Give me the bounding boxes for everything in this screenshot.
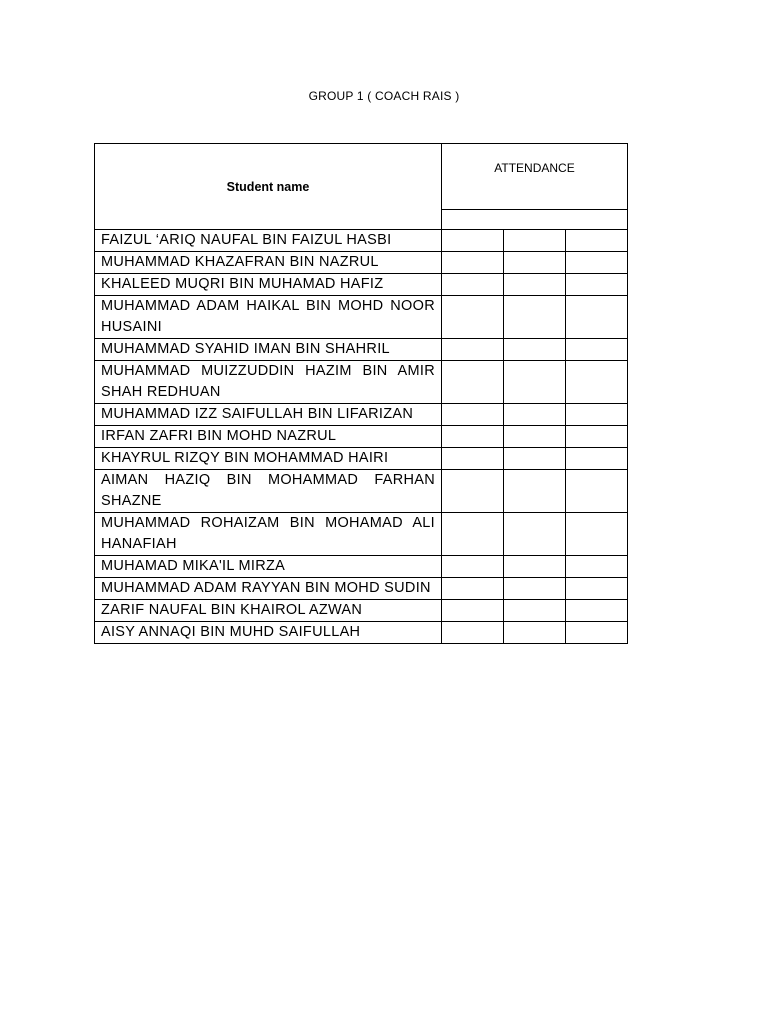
attendance-cell[interactable] [504,339,566,361]
attendance-cell[interactable] [442,448,504,470]
attendance-cell[interactable] [504,274,566,296]
table-row [95,448,628,470]
table-row [95,426,628,448]
attendance-cell[interactable] [566,622,628,644]
attendance-cell[interactable] [504,578,566,600]
table-row [95,361,628,404]
student-name-cell: AIMAN HAZIQ BIN MOHAMMAD FARHAN SHAZNE [95,470,442,513]
attendance-cell[interactable] [566,556,628,578]
attendance-cell[interactable] [566,448,628,470]
student-name-cell: KHAYRUL RIZQY BIN MOHAMMAD HAIRI [95,448,442,470]
table-row [95,296,628,339]
attendance-cell[interactable] [504,296,566,339]
table-row [95,252,628,274]
student-name-header: Student name [95,144,442,230]
attendance-cell[interactable] [566,470,628,513]
attendance-cell[interactable] [566,600,628,622]
table-row [95,513,628,556]
attendance-cell[interactable] [566,296,628,339]
attendance-cell[interactable] [504,556,566,578]
table-row [95,578,628,600]
attendance-cell[interactable] [442,230,504,252]
attendance-cell[interactable] [442,470,504,513]
table-row [95,339,628,361]
document-title: GROUP 1 ( COACH RAIS ) [308,89,460,103]
student-name-cell: FAIZUL ‘ARIQ NAUFAL BIN FAIZUL HASBI [95,230,442,252]
student-name-cell: KHALEED MUQRI BIN MUHAMAD HAFIZ [95,274,442,296]
student-name-cell: MUHAMMAD KHAZAFRAN BIN NAZRUL [95,252,442,274]
attendance-cell[interactable] [442,274,504,296]
student-rows [95,230,628,644]
attendance-cell[interactable] [442,361,504,404]
student-name-cell: MUHAMMAD MUIZZUDDIN HAZIM BIN AMIR SHAH REDHUAN [95,361,442,404]
attendance-header: ATTENDANCE [442,144,628,210]
attendance-subheader-cell [442,209,628,229]
table-row [95,404,628,426]
attendance-cell[interactable] [504,513,566,556]
table-row [95,600,628,622]
attendance-cell[interactable] [442,296,504,339]
student-name-cell: IRFAN ZAFRI BIN MOHD NAZRUL [95,426,442,448]
table-row [95,230,628,252]
attendance-cell[interactable] [504,622,566,644]
attendance-cell[interactable] [442,578,504,600]
student-name-cell: MUHAMMAD SYAHID IMAN BIN SHAHRIL [95,339,442,361]
student-name-cell: MUHAMAD MIKA'IL MIRZA [95,556,442,578]
attendance-cell[interactable] [566,230,628,252]
attendance-cell[interactable] [504,230,566,252]
attendance-cell[interactable] [504,426,566,448]
attendance-cell[interactable] [504,361,566,404]
attendance-cell[interactable] [566,513,628,556]
attendance-table [94,143,628,644]
attendance-cell[interactable] [442,556,504,578]
attendance-cell[interactable] [504,470,566,513]
attendance-cell[interactable] [566,252,628,274]
attendance-cell[interactable] [566,404,628,426]
attendance-cell[interactable] [442,426,504,448]
attendance-cell[interactable] [442,252,504,274]
attendance-cell[interactable] [504,448,566,470]
attendance-cell[interactable] [442,339,504,361]
attendance-cell[interactable] [442,622,504,644]
student-name-cell: ZARIF NAUFAL BIN KHAIROL AZWAN [95,600,442,622]
attendance-cell[interactable] [504,404,566,426]
attendance-cell[interactable] [566,274,628,296]
attendance-cell[interactable] [566,339,628,361]
attendance-cell[interactable] [566,426,628,448]
header-row [95,144,628,210]
attendance-cell[interactable] [566,578,628,600]
attendance-cell[interactable] [442,404,504,426]
table-row [95,556,628,578]
attendance-cell[interactable] [442,513,504,556]
attendance-cell[interactable] [566,361,628,404]
attendance-cell[interactable] [504,252,566,274]
attendance-cell[interactable] [504,600,566,622]
student-name-cell: AISY ANNAQI BIN MUHD SAIFULLAH [95,622,442,644]
student-name-cell: MUHAMMAD ADAM HAIKAL BIN MOHD NOOR HUSAINI [95,296,442,339]
table-row [95,622,628,644]
student-name-cell: MUHAMMAD ROHAIZAM BIN MOHAMAD ALI HANAFIAH [95,513,442,556]
student-name-cell: MUHAMMAD ADAM RAYYAN BIN MOHD SUDIN [95,578,442,600]
student-name-cell: MUHAMMAD IZZ SAIFULLAH BIN LIFARIZAN [95,404,442,426]
table-row [95,274,628,296]
attendance-cell[interactable] [442,600,504,622]
table-row [95,470,628,513]
